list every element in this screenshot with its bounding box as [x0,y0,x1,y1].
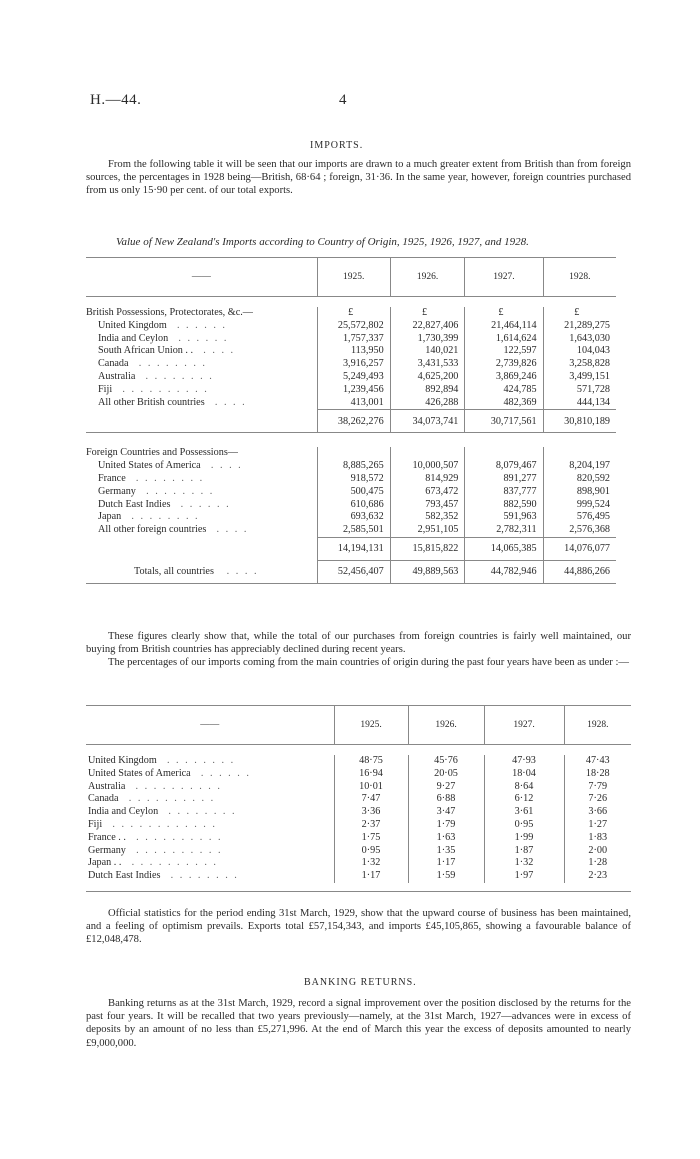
page-number: 4 [339,92,347,108]
import-value-cell: 122,597 [465,345,543,358]
table-caption: Value of New Zealand's Imports according to Country of Origin, 1925, 1926, 1927, and 1928. [116,236,529,248]
leader-dots: . . . . . . [200,767,251,779]
country-label: Australia . . . . . . . . . . [88,780,222,792]
grand-total: 52,456,407 [317,560,390,583]
country-label: Australia . . . . . . . . [98,370,214,382]
import-value-cell: 22,827,406 [390,320,465,333]
foreign-country-row [86,473,616,486]
country-label: India and Ceylon . . . . . . . . [88,806,237,818]
currency-symbol: £ [543,307,616,320]
leader-dots: . . . . [203,345,236,357]
grand-total: 49,889,563 [390,560,465,583]
country-label: Canada . . . . . . . . [98,358,207,370]
import-value-cell: 2,585,501 [317,524,390,537]
leader-dots: . . . . . . [176,319,227,331]
country-label: Dutch East Indies . . . . . . [98,498,231,510]
percentage-cell: 6·88 [408,793,484,806]
import-value-cell: 1,643,030 [543,333,616,346]
currency-symbol: £ [390,307,465,320]
british-country-row [86,320,616,333]
percentage-cell: 8·64 [484,781,564,794]
percentage-row [86,845,631,858]
percentage-row [86,793,631,806]
year-header: 1925. [334,706,408,745]
percentage-cell: 1·79 [408,819,484,832]
foreign-country-row [86,486,616,499]
leader-dots: . . . . . . . . [146,485,215,497]
import-value-cell: 104,043 [543,345,616,358]
foreign-heading-row [86,447,616,460]
trend-text: These figures clearly show that, while the total of our purchases from foreign countries is fairly well maintained, our buying from British countries has appreciably declined during recent years. [86,631,631,656]
leader-dots: . . . . . . . . . . [135,780,222,792]
imports-heading: IMPORTS. [310,140,364,151]
import-value-cell: 25,572,802 [317,320,390,333]
leader-dots: . . . . [216,524,249,536]
percentage-cell: 3·36 [334,806,408,819]
leader-dots: . . . . . . . . [166,755,236,766]
import-value-cell: 500,475 [317,486,390,499]
percentage-cell: 1·35 [408,845,484,858]
banking-paragraph [86,997,631,1050]
country-label: France . . . . . . . . . . . . [88,831,223,843]
percentage-cell: 47·93 [484,755,564,768]
import-value-cell: 2,782,311 [465,524,543,537]
leader-dots: . . . . . . . . [131,511,200,523]
foreign-country-row [86,499,616,512]
grand-total-row [86,560,616,583]
leader-dots: . . . . . . . . [135,472,205,484]
import-value-cell: 2,739,826 [465,358,543,371]
imports-percentage-table [86,705,631,894]
import-value-cell: 999,524 [543,499,616,512]
import-value-cell: 8,079,467 [465,460,543,473]
import-value-cell: 1,239,456 [317,384,390,397]
import-value-cell: 814,929 [390,473,465,486]
import-value-cell: 793,457 [390,499,465,512]
banking-text: Banking returns as at the 31st March, 1929, record a signal improvement over the position disclosed by the returns for the past four years. It will be recalled that two years previously—namely, at the 31st March, 1927—advances were in excess of deposits by an amount of no less than £5,271,996. At the end of March this year the excess of deposits amounted to nearly £9,000,000. [86,998,631,1049]
percentage-row [86,806,631,819]
import-value-cell: 3,431,533 [390,358,465,371]
foreign-subtotal-row [86,537,616,560]
foreign-subtotal: 14,194,131 [317,537,390,560]
percentage-cell: 0·95 [484,819,564,832]
import-value-cell: 21,289,275 [543,320,616,333]
british-country-row [86,345,616,358]
import-value-cell: 610,686 [317,499,390,512]
import-value-cell: 424,785 [465,384,543,397]
leader-dots: . . . . [210,460,243,472]
import-value-cell: 820,592 [543,473,616,486]
percentage-row [86,768,631,781]
grand-total: 44,782,946 [465,560,543,583]
percentage-row [86,781,631,794]
percentage-cell: 16·94 [334,768,408,781]
import-value-cell: 1,730,399 [390,333,465,346]
document-reference: H.—44. [90,92,142,108]
country-label: Canada . . . . . . . . . . [88,793,216,805]
leader-dots: . . . . . . . . . . [131,857,218,869]
country-label: United Kingdom . . . . . . . . [88,755,236,766]
currency-symbol: £ [465,307,543,320]
percentage-cell: 1·75 [334,832,408,845]
year-header: 1928. [543,258,616,297]
official-statistics-paragraph [86,907,631,947]
percentage-cell: 1·28 [564,857,631,870]
import-value-cell: 891,277 [465,473,543,486]
import-value-cell: 892,894 [390,384,465,397]
percentage-cell: 1·97 [484,870,564,883]
import-value-cell: 8,885,265 [317,460,390,473]
percentage-cell: 1·32 [334,857,408,870]
import-value-cell: 1,757,337 [317,333,390,346]
year-header: 1926. [390,258,465,297]
british-subtotal: 30,810,189 [543,410,616,433]
british-subtotal: 38,262,276 [317,410,390,433]
country-label: Fiji . . . . . . . . . . . . [88,818,217,830]
percentage-cell: 2·00 [564,845,631,858]
import-value-cell: 2,576,368 [543,524,616,537]
percentage-row [86,755,631,768]
import-value-cell: 837,777 [465,486,543,499]
percentage-cell: 1·59 [408,870,484,883]
foreign-country-row [86,524,616,537]
percentage-cell: 1·83 [564,832,631,845]
british-subtotal-row [86,410,616,433]
percentage-cell: 0·95 [334,845,408,858]
leader-dots: . . . . . . . . [145,370,214,382]
leader-dots: . . . . [226,566,259,578]
year-header: 1927. [484,706,564,745]
table-corner: —— [200,720,220,730]
leader-dots: . . . . . . [178,332,229,344]
imports-intro-text: From the following table it will be seen that our imports are drawn to a much greater extent from British than from foreign sources, the percentages in 1928 being—British, 68·64 ; foreign, 31·36. In the same year, however, foreign countries purchased from us only 15·90 per cent. of our total exports. [86,159,631,197]
percentage-cell: 10·01 [334,781,408,794]
british-country-row [86,371,616,384]
import-value-cell: 413,001 [317,397,390,410]
import-value-cell: 571,728 [543,384,616,397]
percentages-intro-text: The percentages of our imports coming from the main countries of origin during the past four years have been as under :— [108,657,629,669]
imports-intro-paragraph [86,158,631,198]
leader-dots: . . . . . . . . . . [122,383,209,395]
table-header-row [86,706,631,745]
british-heading: British Possessions, Protectorates, &c.— [86,307,253,318]
foreign-subtotal: 15,815,822 [390,537,465,560]
banking-heading: BANKING RETURNS. [304,977,417,988]
leader-dots: . . . . . . . . [170,870,239,882]
import-value-cell: 426,288 [390,397,465,410]
percentage-cell: 7·26 [564,793,631,806]
british-country-row [86,358,616,371]
import-value-cell: 140,021 [390,345,465,358]
import-value-cell: 5,249,493 [317,371,390,384]
country-label: France . . . . . . . . [98,472,205,484]
percentage-cell: 20·05 [408,768,484,781]
import-value-cell: 918,572 [317,473,390,486]
percentage-cell: 2·37 [334,819,408,832]
leader-dots: . . . . . . . . [168,806,237,818]
country-label: Fiji . . . . . . . . . . [98,383,209,395]
percentage-cell: 47·43 [564,755,631,768]
british-country-row [86,397,616,410]
import-value-cell: 8,204,197 [543,460,616,473]
import-value-cell: 3,869,246 [465,371,543,384]
british-heading-row [86,307,616,320]
import-value-cell: 4,625,200 [390,371,465,384]
official-statistics-text: Official statistics for the period ending 31st March, 1929, show that the upward course of business has been maintained, and a feeling of optimism prevails. Exports total £57,154,343, and imports £45,105,865, showing a favourable balance of £12,048,478. [86,908,631,946]
import-value-cell: 693,632 [317,511,390,524]
country-label: United States of America . . . . [98,460,243,472]
percentage-cell: 1·99 [484,832,564,845]
british-subtotal: 34,073,741 [390,410,465,433]
grand-total-label: Totals, all countries . . . . [134,566,259,578]
year-header: 1925. [317,258,390,297]
table-corner: —— [191,272,211,282]
percentage-row [86,857,631,870]
grand-total: 44,886,266 [543,560,616,583]
foreign-heading: Foreign Countries and Possessions— [86,447,238,459]
trend-paragraph [86,630,631,670]
percentage-row [86,819,631,832]
country-label: All other British countries . . . . [98,396,247,408]
year-header: 1926. [408,706,484,745]
import-value-cell: 2,951,105 [390,524,465,537]
country-label: Japan . . . . . . . . [98,511,200,523]
leader-dots: . . . . [214,396,247,408]
import-value-cell: 3,499,151 [543,371,616,384]
percentage-row [86,870,631,883]
percentage-cell: 1·87 [484,845,564,858]
percentage-row [86,832,631,845]
percentage-cell: 48·75 [334,755,408,768]
british-country-row [86,333,616,346]
leader-dots: . . . . . . . . . . [128,793,216,805]
percentage-cell: 18·28 [564,768,631,781]
foreign-subtotal: 14,065,385 [465,537,543,560]
country-label: India and Ceylon . . . . . . [98,332,229,344]
import-value-cell: 673,472 [390,486,465,499]
leader-dots: . . . . . . [180,498,231,510]
import-value-cell: 444,134 [543,397,616,410]
country-label: United Kingdom . . . . . . [98,319,227,331]
percentage-cell: 3·66 [564,806,631,819]
percentage-cell: 9·27 [408,781,484,794]
percentage-cell: 2·23 [564,870,631,883]
year-header: 1927. [465,258,543,297]
import-value-cell: 482,369 [465,397,543,410]
percentage-cell: 1·32 [484,857,564,870]
percentage-cell: 3·47 [408,806,484,819]
leader-dots: . . . . . . . . . . [136,844,223,856]
import-value-cell: 576,495 [543,511,616,524]
country-label: Japan . . . . . . . . . . . . [88,857,218,869]
percentage-cell: 18·04 [484,768,564,781]
import-value-cell: 882,590 [465,499,543,512]
year-header: 1928. [564,706,631,745]
percentage-cell: 1·27 [564,819,631,832]
table-header-row [86,258,616,297]
foreign-country-row [86,511,616,524]
percentage-cell: 6·12 [484,793,564,806]
percentage-cell: 1·63 [408,832,484,845]
import-value-cell: 3,258,828 [543,358,616,371]
percentage-cell: 1·17 [334,870,408,883]
country-label: South African Union . . . . . . [98,345,236,357]
percentage-cell: 45·76 [408,755,484,768]
country-label: Germany . . . . . . . . [98,485,215,497]
import-value-cell: 1,614,624 [465,333,543,346]
percentage-cell: 1·17 [408,857,484,870]
import-value-cell: 21,464,114 [465,320,543,333]
country-label: Dutch East Indies . . . . . . . . [88,870,239,882]
leader-dots: . . . . . . . . . . . . [112,818,217,830]
country-label: United States of America . . . . . . [88,767,251,779]
percentage-cell: 7·47 [334,793,408,806]
foreign-subtotal: 14,076,077 [543,537,616,560]
percentage-cell: 7·79 [564,781,631,794]
british-subtotal: 30,717,561 [465,410,543,433]
import-value-cell: 113,950 [317,345,390,358]
leader-dots: . . . . . . . . . . [136,831,223,843]
currency-symbol: £ [317,307,390,320]
leader-dots: . . . . . . . . [138,358,207,370]
percentage-cell: 3·61 [484,806,564,819]
imports-value-table [86,257,616,586]
import-value-cell: 898,901 [543,486,616,499]
import-value-cell: 582,352 [390,511,465,524]
british-country-row [86,384,616,397]
country-label: Germany . . . . . . . . . . [88,844,223,856]
country-label: All other foreign countries . . . . [98,524,249,536]
foreign-country-row [86,460,616,473]
import-value-cell: 3,916,257 [317,358,390,371]
import-value-cell: 10,000,507 [390,460,465,473]
import-value-cell: 591,963 [465,511,543,524]
